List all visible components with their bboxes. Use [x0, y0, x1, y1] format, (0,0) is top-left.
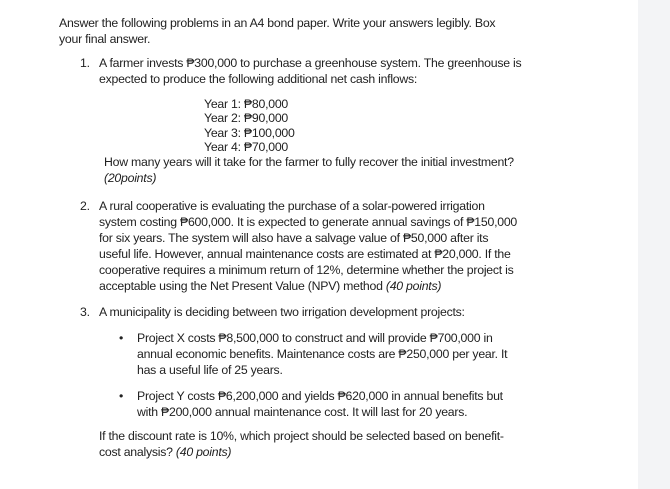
problem-text: A municipality is deciding between two irrigation development projects: [99, 305, 465, 319]
cash-flow-item: Year 1: ₱80,000 [204, 97, 288, 111]
problem-question: cost analysis? [99, 445, 176, 459]
problem-number: 2. [80, 199, 90, 213]
instructions-line: your final answer. [59, 32, 151, 46]
bullet-text: Project X costs ₱8,500,000 to construct and will provide ₱700,000 in [137, 331, 493, 345]
problem-text: A rural cooperative is evaluating the purchase of a solar-powered irrigation [99, 199, 485, 213]
problem-text: expected to produce the following additional net cash inflows: [99, 72, 418, 86]
problem-number: 1. [80, 56, 90, 70]
problem-text: A farmer invests ₱300,000 to purchase a greenhouse system. The greenhouse is [99, 56, 522, 70]
problem-points: (40 points) [385, 279, 442, 293]
problem-number: 3. [80, 305, 90, 319]
problem-points: (20points) [104, 171, 157, 185]
cash-flow-item: Year 2: ₱90,000 [204, 111, 288, 125]
cash-flow-item: Year 4: ₱70,000 [204, 140, 288, 154]
problem-text: useful life. However, annual maintenance costs are estimated at ₱20,000. If the [99, 247, 511, 261]
bullet-text: annual economic benefits. Maintenance costs are ₱250,000 per year. It [137, 347, 508, 361]
problem-text: cooperative requires a minimum return of 12%, determine whether the project is [99, 263, 514, 277]
problem-question: How many years will it take for the farmer to fully recover the initial investment? [104, 155, 514, 169]
bullet-icon: • [119, 331, 124, 345]
bullet-text: has a useful life of 25 years. [137, 363, 283, 377]
problem-question: If the discount rate is 10%, which project should be selected based on benefit- [99, 429, 504, 443]
side-panel [638, 0, 670, 489]
problem-question-last [99, 444, 231, 460]
cash-flow-item: Year 3: ₱100,000 [204, 126, 295, 140]
problem-text: system costing ₱600,000. It is expected to generate annual savings of ₱150,000 [99, 215, 518, 229]
problem-points: (40 points) [175, 445, 232, 459]
bullet-icon: • [119, 389, 124, 403]
bullet-text: Project Y costs ₱6,200,000 and yields ₱620,000 in annual benefits but [137, 389, 503, 403]
problem-text: for six years. The system will also have a salvage value of ₱50,000 after its [99, 231, 489, 245]
problem-text: acceptable using the Net Present Value (NPV) method [99, 279, 386, 293]
bullet-text: with ₱200,000 annual maintenance cost. It will last for 20 years. [137, 405, 468, 419]
instructions-line: Answer the following problems in an A4 bond paper. Write your answers legibly. Box [59, 16, 496, 30]
problem-text-last [99, 278, 441, 294]
